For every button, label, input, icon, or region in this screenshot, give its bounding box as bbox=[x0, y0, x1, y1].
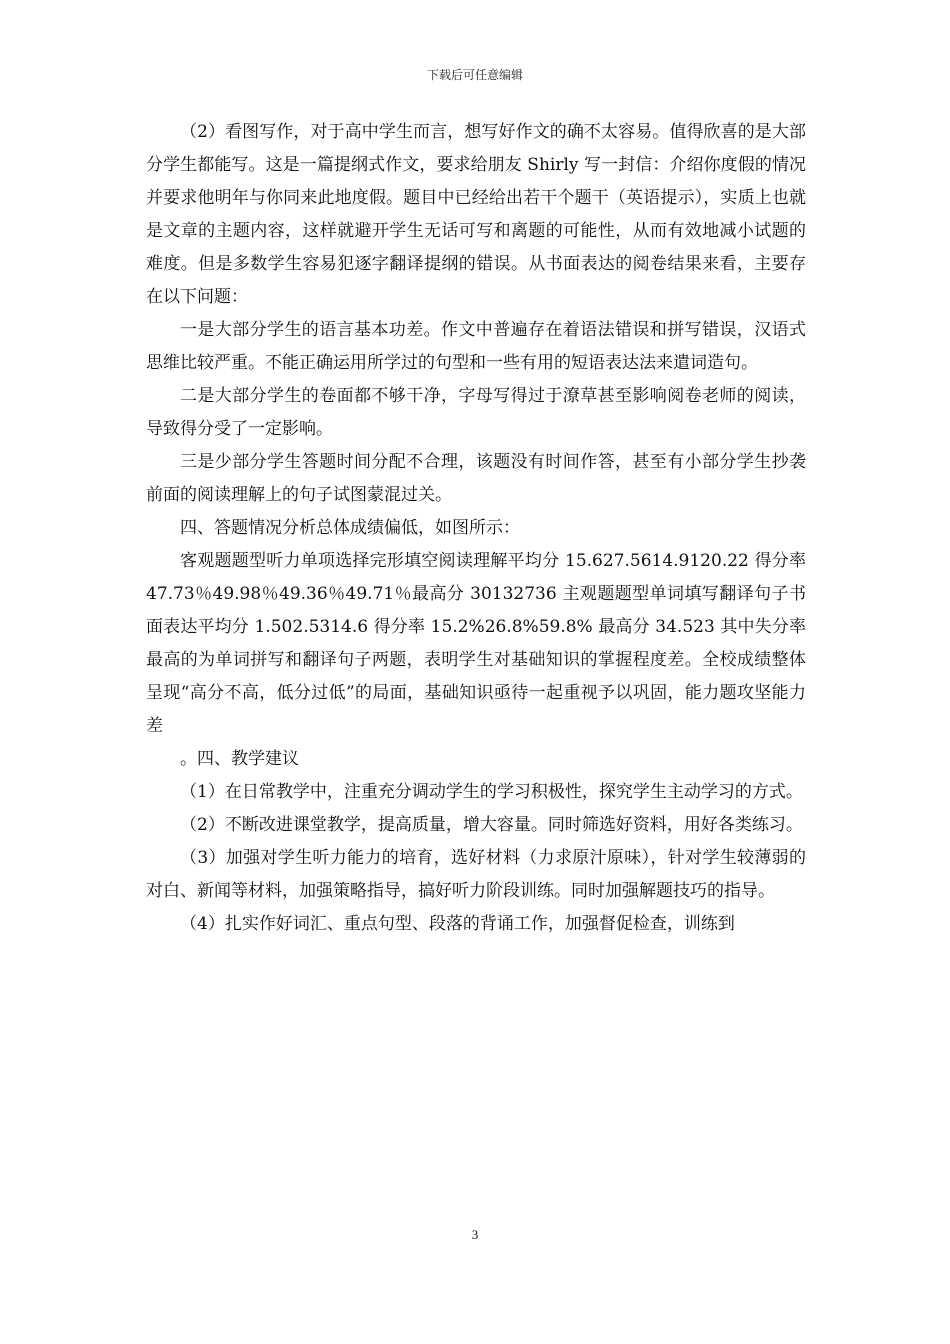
document-body bbox=[146, 116, 806, 941]
section-heading-analysis: 四、答题情况分析总体成绩偏低，如图所示： bbox=[180, 518, 520, 538]
paragraph-problem-two: 二是大部分学生的卷面都不够干净，字母写得过于潦草甚至影响阅卷老师的阅读，导致得分受了一定影响。 bbox=[146, 386, 806, 439]
suggestion-item-1: （1）在日常教学中，注重充分调动学生的学习积极性，探究学生主动学习的方式。 bbox=[180, 782, 803, 802]
suggestion-item-4: （4）扎实作好词汇、重点句型、段落的背诵工作，加强督促检查，训练到 bbox=[180, 914, 735, 934]
paragraph-problem-three: 三是少部分学生答题时间分配不合理，该题没有时间作答，甚至有小部分学生抄袭前面的阅读理解上的句子试图蒙混过关。 bbox=[146, 452, 806, 505]
paragraph-score-statistics: 客观题题型听力单项选择完形填空阅读理解平均分 15.627.5614.9120.22 得分率 47.73％49.98％49.36％49.71％最高分 30132736 主观题题型单词填写翻译句子书面表达平均分 1.502.5314.6 得分率 15.2%26.8%59.8% 最高分 34.523 其中失分率最高的为单词拼写和翻译句子两题，表明学生对基础知识的掌握程度差。全校成绩整体呈现“高分不高，低分过低”的局面，基础知识亟待一起重视予以巩固，能力题攻坚能力差 bbox=[146, 551, 806, 736]
page-number: 3 bbox=[471, 1227, 479, 1242]
suggestion-item-2: （2）不断改进课堂教学，提高质量，增大容量。同时筛选好资料，用好各类练习。 bbox=[180, 815, 803, 835]
section-heading-suggestions: 。四、教学建议 bbox=[180, 749, 299, 769]
page-header: 下载后可任意编辑 bbox=[426, 68, 523, 82]
paragraph-writing-analysis: （2）看图写作，对于高中学生而言，想写好作文的确不太容易。值得欣喜的是大部分学生都能写。这是一篇提纲式作文，要求给朋友 Shirly 写一封信：介绍你度假的情况并要求他明年与你同来此地度假。题目中已经给出若干个题干（英语提示），实质上也就是文章的主题内容，这样就避开学生无话可写和离题的可能性，从而有效地减小试题的难度。但是多数学生容易犯逐字翻译提纲的错误。从书面表达的阅卷结果来看，主要存在以下问题： bbox=[146, 122, 806, 307]
paragraph-problem-one: 一是大部分学生的语言基本功差。作文中普遍存在着语法错误和拼写错误，汉语式思维比较严重。不能正确运用所学过的句型和一些有用的短语表达法来遣词造句。 bbox=[146, 320, 806, 373]
suggestion-item-3: （3）加强对学生听力能力的培育，选好材料（力求原汁原味），针对学生较薄弱的对白、新闻等材料，加强策略指导，搞好听力阶段训练。同时加强解题技巧的指导。 bbox=[146, 848, 806, 901]
